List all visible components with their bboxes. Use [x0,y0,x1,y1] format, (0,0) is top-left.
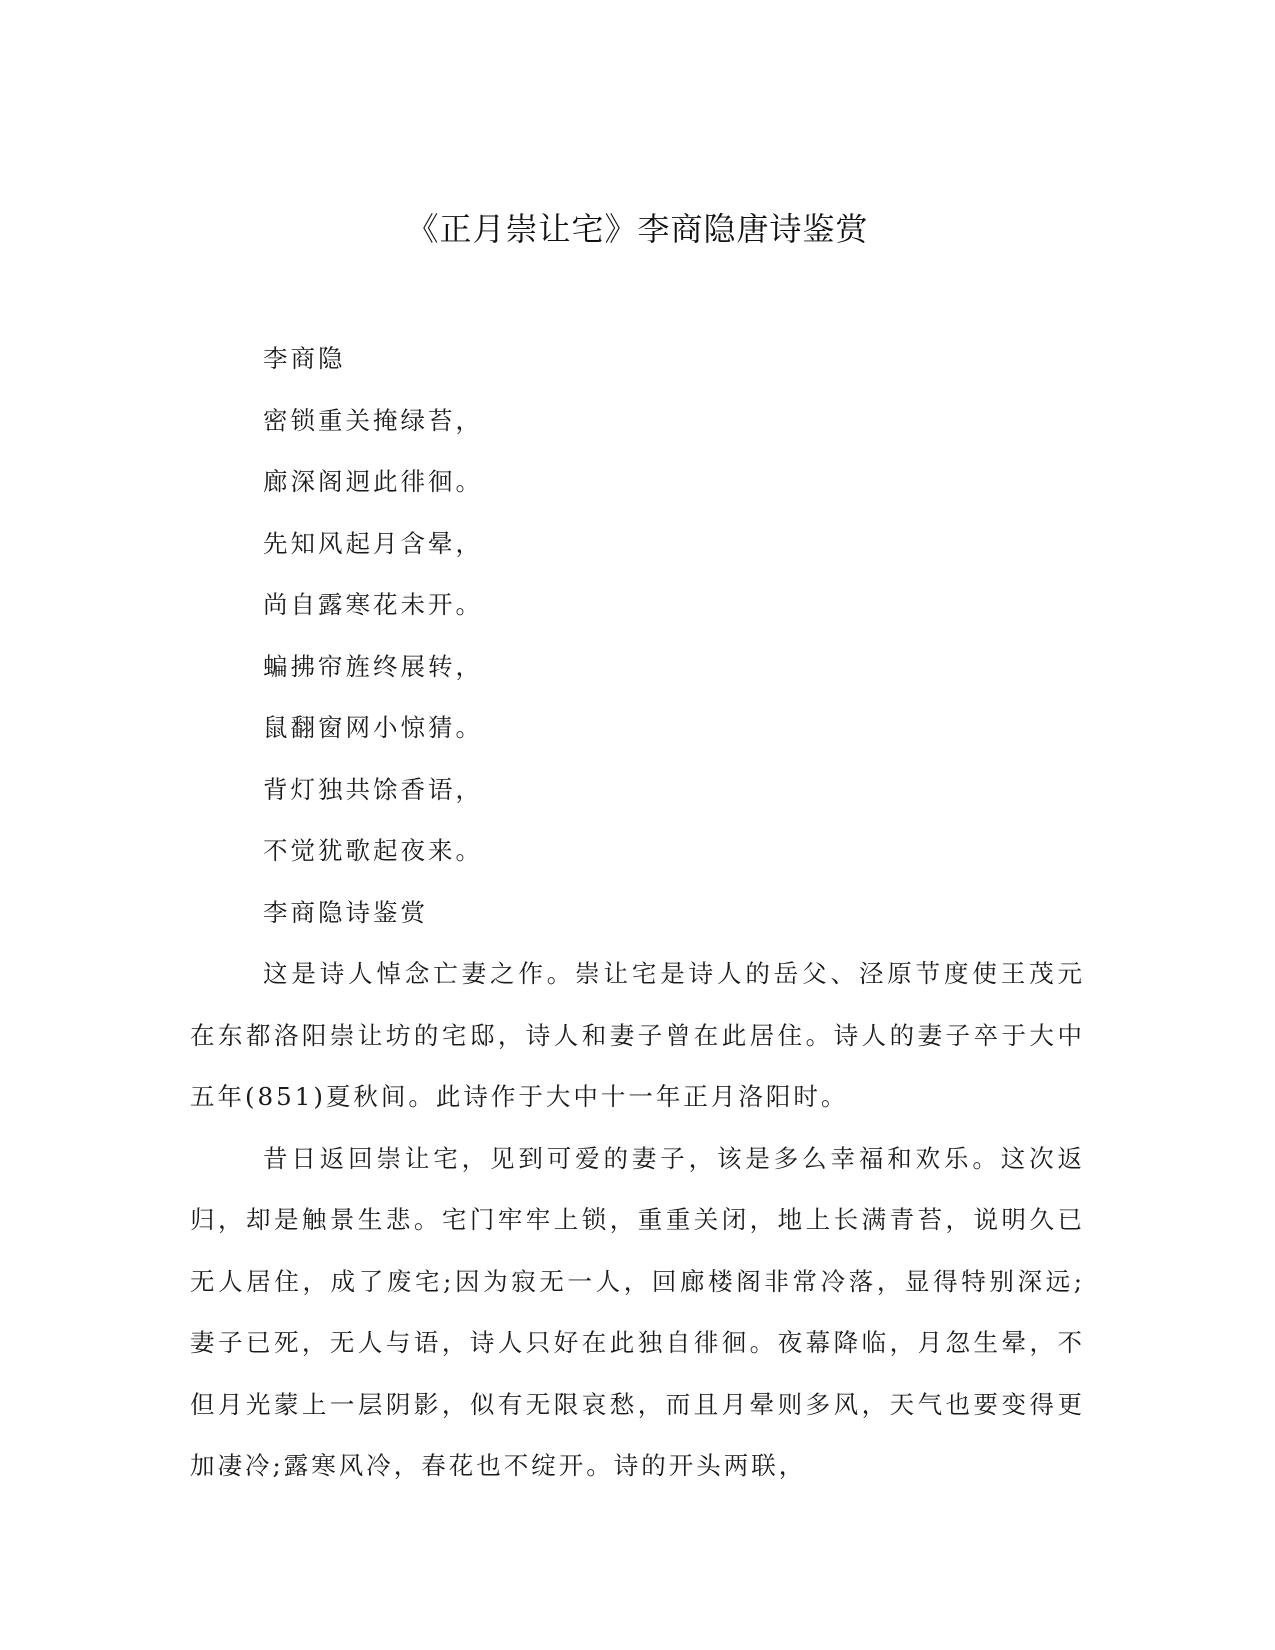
poem-line: 廊深阁迥此徘徊。 [263,467,483,496]
body-paragraph: 昔日返回崇让宅，见到可爱的妻子，该是多么幸福和欢乐。这次返归，却是触景生悲。宅门牢牢上锁，重重关闭，地上长满青苔，说明久已无人居住，成了废宅;因为寂无一人，回廊楼阁非常冷落，显得特别深远;妻子已死，无人与语，诗人只好在此独自徘徊。夜幕降临，月忽生晕，不但月光蒙上一层阴影，似有无限哀愁，而且月晕则多风，天气也要变得更加凄冷;露寒风冷，春花也不绽开。诗的开头两联， [190,1143,1085,1480]
poem-line: 蝙拂帘旌终展转， [263,651,483,681]
poem-line: 鼠翻窗网小惊猜。 [263,713,483,742]
poem-line: 密锁重关掩绿苔， [263,405,483,435]
document-body [190,328,1085,1497]
poem-line: 不觉犹歌起夜来。 [263,836,483,865]
poem-line: 尚自露寒花未开。 [263,590,483,619]
section-heading: 李商隐诗鉴赏 [263,897,428,927]
poem-line: 先知风起月含晕， [263,528,483,558]
document-title: 《正月崇让宅》李商隐唐诗鉴赏 [406,210,869,248]
body-paragraph: 这是诗人悼念亡妻之作。崇让宅是诗人的岳父、泾原节度使王茂元在东都洛阳崇让坊的宅邸，诗人和妻子曾在此居住。诗人的妻子卒于大中五年(851)夏秋间。此诗作于大中十一年正月洛阳时。 [190,959,1085,1111]
author-name: 李商隐 [263,344,346,373]
poem-line: 背灯独共馀香语， [263,774,483,804]
